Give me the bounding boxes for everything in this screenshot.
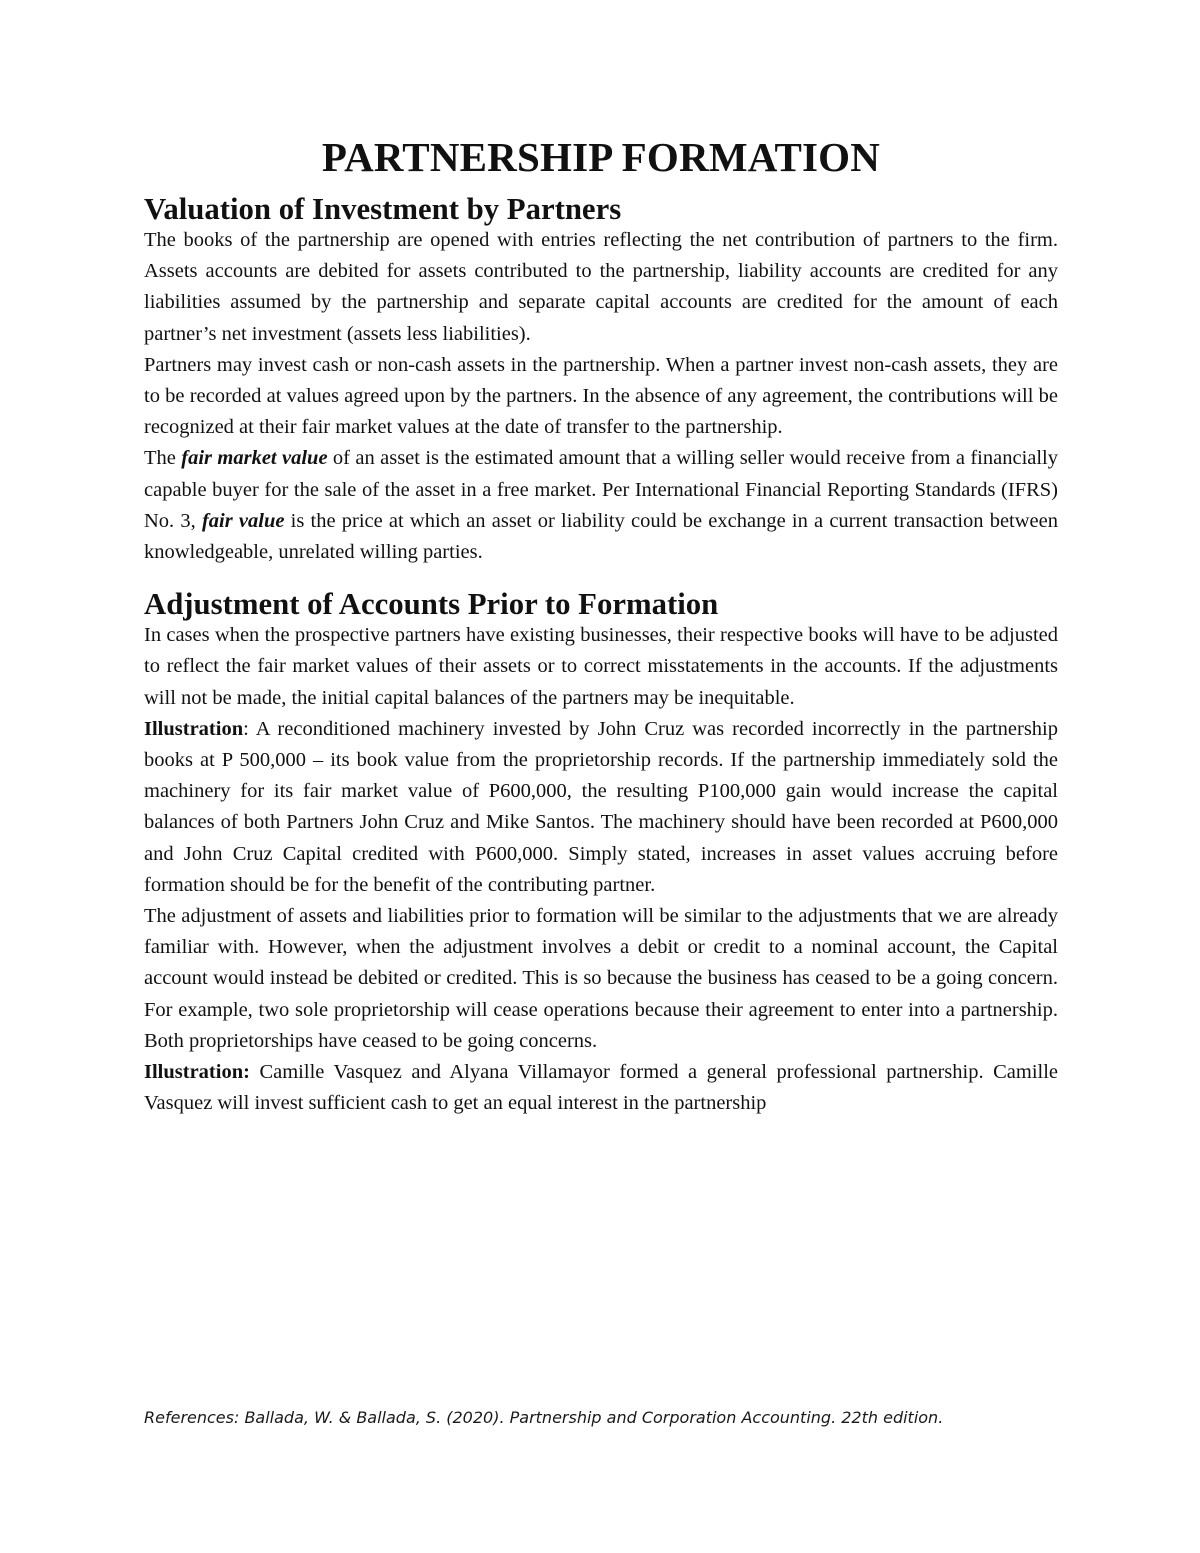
paragraph-cash-noncash: Partners may invest cash or non-cash assets in the partnership. When a partner invest non-cash assets, they are to be recorded at values agreed upon by the partners. In the absence of any agreement, the contributions will be recognized at their fair market values at the date of transfer to the partnership. [144,353,1058,439]
fmv-text-2: of an asset is the estimated amount that a willing seller would receive from a financially capable buyer for the sale of the asset in a free market. Per International Financial Reporting Standards (IFRS) No. 3, [144,447,1059,532]
document-title: PARTNERSHIP FORMATION [321,134,881,180]
paragraph-existing-businesses: In cases when the prospective partners have existing businesses, their respective books will have to be adjusted to reflect the fair market values of their assets or to correct misstatements in the accounts. If the adjustments will not be made, the initial capital balances of the partners may be inequitable. [144,624,1058,709]
section-heading-adjustment: Adjustment of Accounts Prior to Formation [144,587,719,622]
paragraph-illustration-machinery [144,714,1058,901]
references-footer: References: Ballada, W. & Ballada, S. (2020). Partnership and Corporation Accounting. 22th edition. [144,1408,944,1427]
illustration-text: Camille Vasquez and Alyana Villamayor formed a general professional partnership. Camille Vasquez will invest sufficient cash to get an equal interest in the partnership [144,1061,1058,1115]
term-fair-market-value: fair market value [181,447,328,470]
document-body [144,134,1059,1119]
term-fair-value: fair value [201,509,285,532]
fmv-text-1: The [144,447,176,470]
fmv-text-3: is the price at which an asset or liability could be exchange in a current transaction between knowledgeable, unrelated willing parties. [144,509,1059,564]
paragraph-illustration-partnership [144,1057,1058,1119]
illustration-label: Illustration: [144,1061,250,1084]
illustration-text: : A reconditioned machinery invested by John Cruz was recorded incorrectly in the partnership books at P 500,000 – its book value from the proprietorship records. If the partnership immediately sold the machinery for its fair market value of P600,000, the resulting P100,000 gain would increase the capital balances of both Partners John Cruz and Mike Santos. The machinery should have been recorded at P600,000 and John Cruz Capital credited with P600,000. Simply stated, increases in asset values accruing before formation should be for the benefit of the contributing partner. [144,717,1058,896]
paragraph-fair-market-value [144,443,1058,568]
paragraph-books-opened: The books of the partnership are opened with entries reflecting the net contribution of partners to the firm. Assets accounts are debited for assets contributed to the partnership, liability accounts are credited for any liabilities assumed by the partnership and separate capital accounts are credited for the amount of each partner’s net investment (assets less liabilities). [144,229,1058,345]
section-heading-valuation: Valuation of Investment by Partners [144,192,622,226]
paragraph-adjustment-nominal: The adjustment of assets and liabilities prior to formation will be similar to the adjustments that we are already familiar with. However, when the adjustment involves a debit or credit to a nominal account, the Capital account would instead be debited or credited. This is so because the business has ceased to be a going concern. For example, two sole proprietorship will cease operations because their agreement to enter into a partnership. Both proprietorships have ceased to be going concerns. [144,905,1058,1052]
illustration-label: Illustration [144,717,244,740]
